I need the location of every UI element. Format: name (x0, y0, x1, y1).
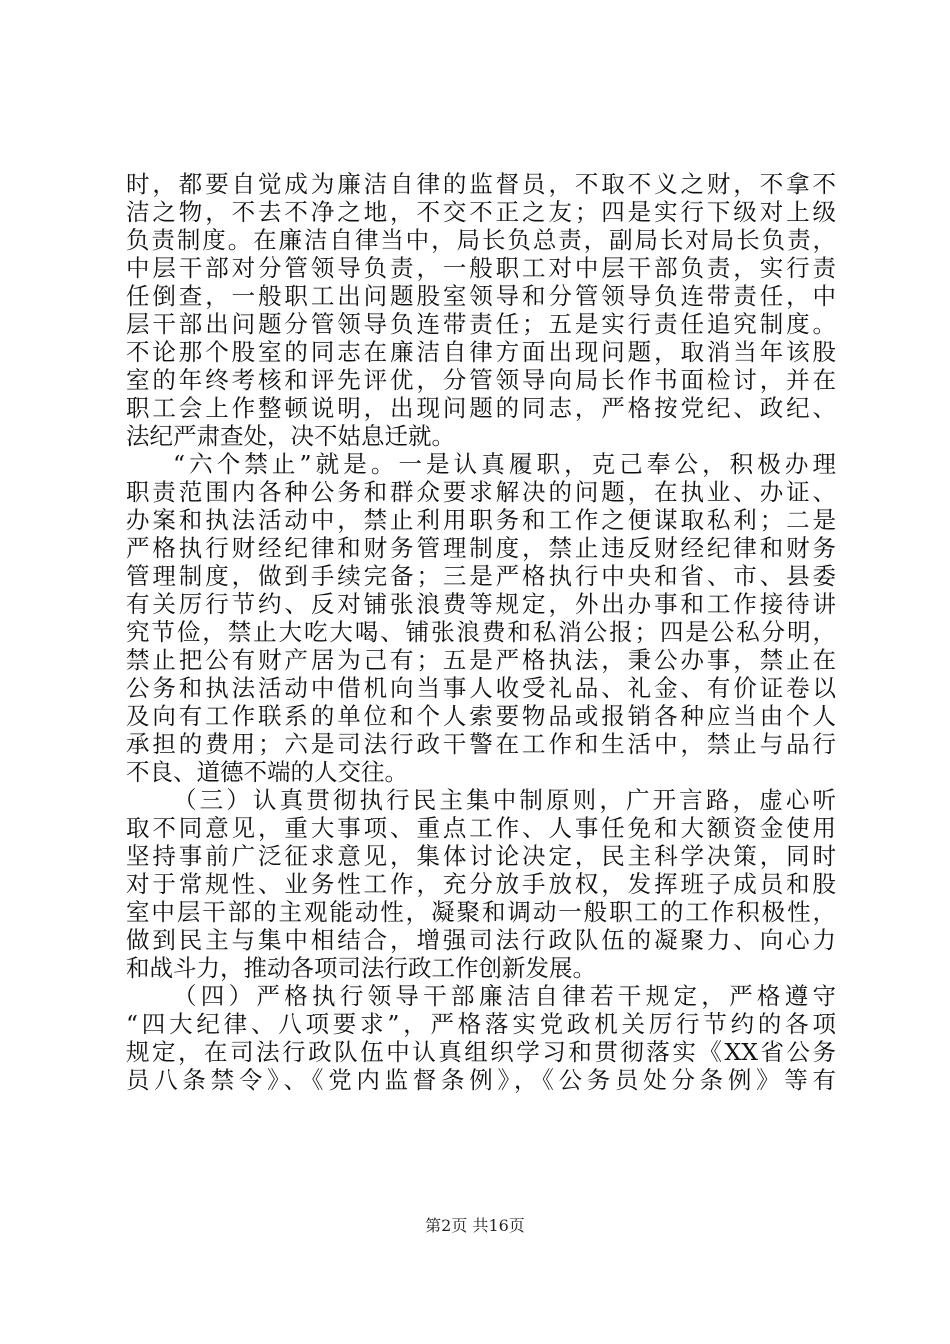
text-line: 究节俭，禁止大吃大喝、铺张浪费和私消公报；四是公私分明， (126, 618, 836, 646)
text-line: 层干部出问题分管领导负连带责任；五是实行责任追究制度。 (126, 310, 836, 338)
text-line: 坚持事前广泛征求意见，集体讨论决定，民主科学决策，同时 (126, 842, 836, 870)
paragraph-first-line: （四）严格执行领导干部廉洁自律若干规定，严格遵守 (173, 982, 836, 1010)
text-line: 公务和执法活动中借机向当事人收受礼品、礼金、有价证卷以 (126, 674, 836, 702)
text-line: 职工会上作整顿说明，出现问题的同志，严格按党纪、政纪、 (126, 394, 836, 422)
text-line: 室的年终考核和评先评优，分管领导向局长作书面检讨，并在 (126, 366, 836, 394)
text-line: 法纪严肃查处，决不姑息迁就。 (126, 422, 455, 450)
text-line: 严格执行财经纪律和财务管理制度，禁止违反财经纪律和财务 (126, 534, 836, 562)
paragraph-first-line: （三）认真贯彻执行民主集中制原则，广开言路，虚心听 (173, 786, 836, 814)
text-line: 时，都要自觉成为廉洁自律的监督员，不取不义之财，不拿不 (126, 170, 836, 198)
text-line: 取不同意见，重大事项、重点工作、人事任免和大额资金使用 (126, 814, 836, 842)
text-line: 办案和执法活动中，禁止利用职务和工作之便谋取私利；二是 (126, 506, 836, 534)
text-line: 员八条禁令》、《党内监督条例》，《公务员处分条例》等有 (126, 1066, 836, 1094)
text-line: 有关厉行节约、反对铺张浪费等规定，外出办事和工作接待讲 (126, 590, 836, 618)
text-line: 规定，在司法行政队伍中认真组织学习和贯彻落实《XX省公务 (126, 1038, 836, 1066)
text-line: 和战斗力，推动各项司法行政工作创新发展。 (126, 954, 596, 982)
text-line: 禁止把公有财产居为己有；五是严格执法，秉公办事，禁止在 (126, 646, 836, 674)
text-line: 承担的费用；六是司法行政干警在工作和生活中，禁止与品行 (126, 730, 836, 758)
text-line: 中层干部对分管领导负责，一般职工对中层干部负责，实行责 (126, 254, 836, 282)
text-line: 室中层干部的主观能动性，凝聚和调动一般职工的工作积极性， (126, 898, 836, 926)
text-line: 及向有工作联系的单位和个人索要物品或报销各种应当由个人 (126, 702, 836, 730)
text-line: “四大纪律、八项要求”，严格落实党政机关厉行节约的各项 (126, 1010, 836, 1038)
text-line: 做到民主与集中相结合，增强司法行政队伍的凝聚力、向心力 (126, 926, 836, 954)
page-number-footer: 第2页 共16页 (425, 1216, 525, 1235)
text-line: 洁之物，不去不净之地，不交不正之友；四是实行下级对上级 (126, 198, 836, 226)
text-line: 不良、道德不端的人交往。 (126, 758, 408, 786)
text-line: 职责范围内各种公务和群众要求解决的问题，在执业、办证、 (126, 478, 836, 506)
document-body (126, 170, 836, 1094)
text-line: 管理制度，做到手续完备；三是严格执行中央和省、市、县委 (126, 562, 836, 590)
text-line: 对于常规性、业务性工作，充分放手放权，发挥班子成员和股 (126, 870, 836, 898)
text-line: 负责制度。在廉洁自律当中，局长负总责，副局长对局长负责， (126, 226, 836, 254)
text-line: 不论那个股室的同志在廉洁自律方面出现问题，取消当年该股 (126, 338, 836, 366)
paragraph-first-line: “六个禁止”就是。一是认真履职，克己奉公，积极办理 (173, 450, 836, 478)
text-line: 任倒查，一般职工出问题股室领导和分管领导负连带责任，中 (126, 282, 836, 310)
